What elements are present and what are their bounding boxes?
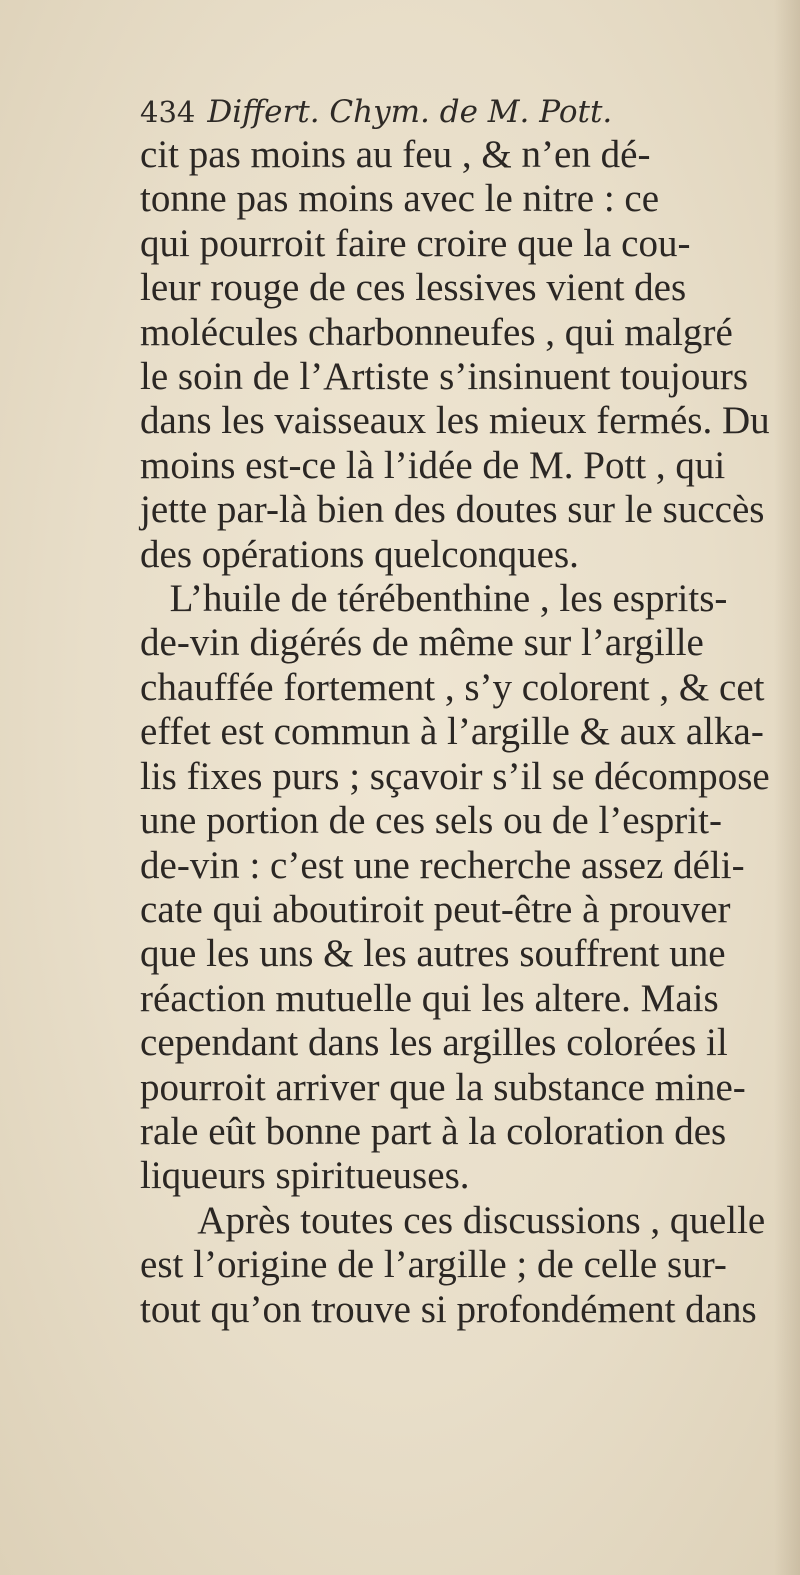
running-title: Differt. Chym. de M. Pott. <box>207 94 613 130</box>
text-line: qui pourroit faire croire que la cou- <box>140 220 691 265</box>
text-line: moins est-ce là l’idée de M. Pott , qui <box>140 442 726 487</box>
text-line: de-vin digérés de même sur l’argille <box>140 620 704 665</box>
text-line: que les uns & les autres souffrent une <box>140 931 726 976</box>
text-line: pourroit arriver que la substance mine- <box>140 1064 746 1109</box>
text-line: jette par-là bien des doutes sur le succès <box>140 487 765 532</box>
text-line: de-vin : c’est une recherche assez déli- <box>140 842 745 887</box>
text-line: L’huile de térébenthine , les esprits- <box>169 576 728 621</box>
text-line: molécules charbonneufes , qui malgré <box>140 309 733 354</box>
text-line: leur rouge de ces lessives vient des <box>140 265 687 310</box>
text-line: lis fixes purs ; sçavoir s’il se décompose <box>140 753 770 798</box>
text-line: une portion de ces sels ou de l’esprit- <box>140 798 722 843</box>
text-line: cit pas moins au feu , & n’en dé- <box>140 132 651 176</box>
text-line: tout qu’on trouve si profondément dans <box>140 1286 757 1331</box>
text-line: tonne pas moins avec le nitre : ce <box>140 176 660 221</box>
text-line: est l’origine de l’argille ; de celle sur- <box>140 1242 727 1287</box>
text-line: effet est commun à l’argille & aux alka- <box>140 709 764 754</box>
text-line: cate qui aboutiroit peut-être à prouver <box>140 886 731 931</box>
running-head <box>140 92 612 132</box>
text-line: le soin de l’Artiste s’insinuent toujours <box>140 354 749 399</box>
text-line: rale eût bonne part à la coloration des <box>140 1108 727 1153</box>
body-text <box>140 132 800 1331</box>
text-line: Après toutes ces discussions , quelle <box>197 1197 766 1242</box>
text-line: dans les vaisseaux les mieux fermés. Du <box>140 398 770 443</box>
page-number: 434 <box>140 95 196 129</box>
text-line: réaction mutuelle qui les altere. Mais <box>140 975 719 1020</box>
text-line: liqueurs spiritueuses. <box>140 1153 470 1198</box>
text-line: chauffée fortement , s’y colorent , & cet <box>140 664 765 709</box>
text-line: des opérations quelconques. <box>140 531 579 576</box>
text-line: cependant dans les argilles colorées il <box>140 1020 728 1065</box>
